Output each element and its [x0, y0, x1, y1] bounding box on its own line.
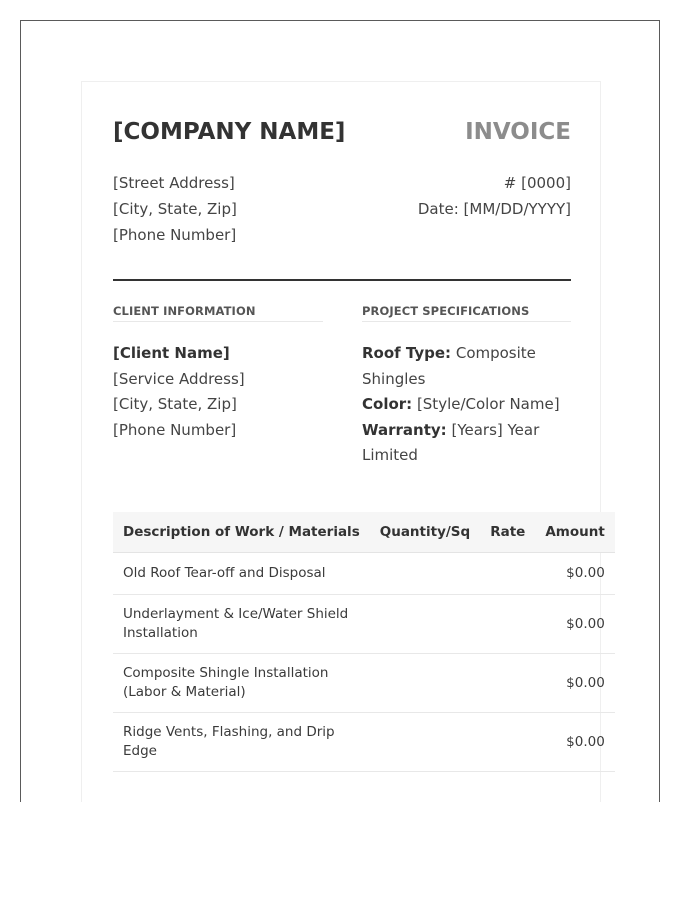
roof-type-value: Composite Shingles	[362, 344, 536, 388]
row-description: Composite Shingle Installation (Labor & Material)	[113, 654, 370, 713]
invoice-date: Date: [MM/DD/YYYY]	[417, 200, 571, 218]
table-header-row	[113, 512, 615, 553]
company-phone-number: [Phone Number]	[113, 226, 237, 244]
project-specifications-body	[362, 341, 571, 469]
client-information-body	[113, 341, 323, 443]
table-row	[113, 595, 615, 654]
table-row	[113, 553, 615, 595]
color-line	[362, 392, 571, 418]
company-street-address: [Street Address]	[113, 174, 235, 192]
client-information-title: CLIENT INFORMATION	[113, 304, 323, 322]
row-quantity	[370, 595, 480, 654]
invoice-sheet	[81, 81, 605, 802]
row-rate	[480, 595, 535, 654]
project-specifications-section	[362, 304, 571, 469]
table-row	[113, 713, 615, 772]
company-address-block	[113, 170, 237, 248]
invoice-number: # [0000]	[503, 174, 571, 192]
row-quantity	[370, 713, 480, 772]
column-header-quantity: Quantity/Sq	[370, 512, 480, 553]
client-city-state-zip: [City, State, Zip]	[113, 395, 237, 413]
roof-type-label: Roof Type:	[362, 344, 452, 362]
company-name: [COMPANY NAME]	[113, 119, 346, 145]
line-items-table	[113, 512, 615, 772]
row-amount: $0.00	[535, 713, 614, 772]
company-city-state-zip: [City, State, Zip]	[113, 200, 237, 218]
row-rate	[480, 553, 535, 595]
warranty-value: [Years] Year Limited	[362, 420, 540, 464]
client-name: [Client Name]	[113, 344, 230, 362]
header-divider	[113, 279, 571, 281]
invoice-meta-block	[418, 170, 571, 222]
column-header-rate: Rate	[480, 512, 535, 553]
roof-type-line	[362, 341, 571, 392]
table-row	[113, 654, 615, 713]
row-description: Old Roof Tear-off and Disposal	[113, 553, 370, 595]
color-label: Color:	[362, 395, 413, 413]
row-rate	[480, 713, 535, 772]
row-description: Ridge Vents, Flashing, and Drip Edge	[113, 713, 370, 772]
client-phone-number: [Phone Number]	[113, 420, 237, 439]
client-service-address: [Service Address]	[113, 369, 245, 388]
client-information-section	[113, 304, 323, 443]
row-quantity	[370, 654, 480, 713]
row-quantity	[370, 553, 480, 595]
row-amount: $0.00	[535, 654, 614, 713]
invoice-title: INVOICE	[465, 119, 571, 145]
row-rate	[480, 654, 535, 713]
warranty-line	[362, 418, 571, 469]
row-amount: $0.00	[535, 553, 614, 595]
row-description: Underlayment & Ice/Water Shield Installation	[113, 595, 370, 654]
row-amount: $0.00	[535, 595, 614, 654]
column-header-amount: Amount	[535, 512, 614, 553]
column-header-description: Description of Work / Materials	[113, 512, 370, 553]
project-specifications-title: PROJECT SPECIFICATIONS	[362, 304, 571, 322]
warranty-label: Warranty:	[362, 420, 447, 439]
color-value: [Style/Color Name]	[416, 395, 560, 413]
